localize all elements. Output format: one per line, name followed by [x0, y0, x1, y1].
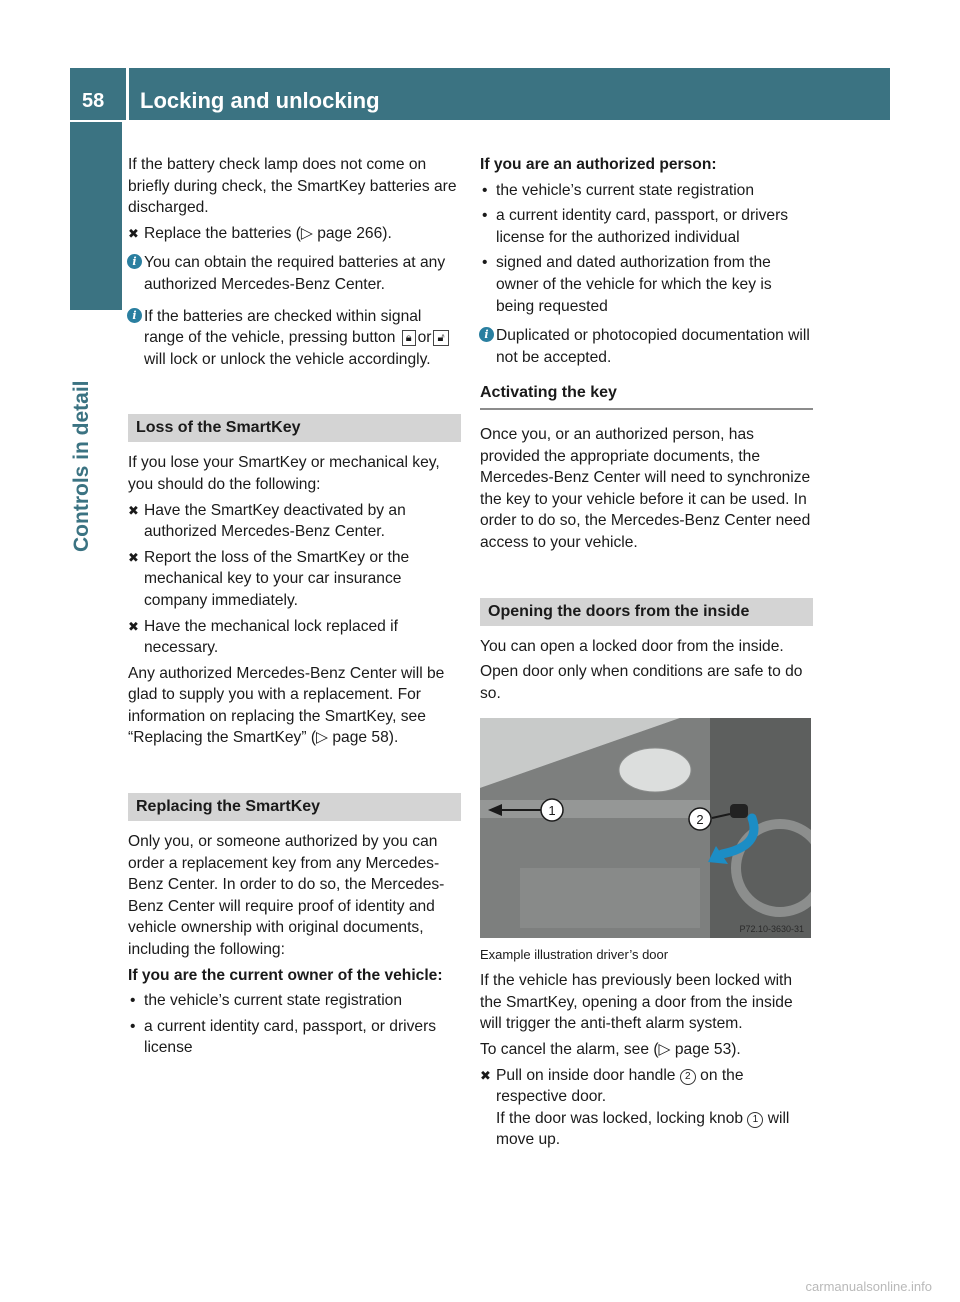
step-arrow-icon: ✖: [128, 549, 139, 565]
paragraph: If the vehicle has previously been locked with the SmartKey, opening a door from the inside will trigger the anti-theft alarm system.: [480, 972, 793, 1033]
unlock-button-icon: 🔓︎: [433, 330, 448, 346]
bold-heading: If you are an authorized person:: [480, 156, 717, 173]
door-illustration: [480, 718, 811, 938]
info-icon: i: [127, 308, 142, 323]
section-heading: Opening the doors from the inside: [480, 598, 813, 626]
step-arrow-icon: ✖: [128, 618, 139, 634]
right-column: [480, 154, 813, 1155]
bullet-text: a current identity card, passport, or drivers license: [144, 1017, 437, 1057]
paragraph: Once you, or an authorized person, has provided the appropriate documents, the Mercedes-Benz Center will need to synchronize the key to your vehicle before it can be used. In order to do so, the Mercedes-Benz Center need access to your vehicle.: [480, 425, 811, 551]
bullet-item: [480, 252, 813, 317]
info-text: You can obtain the required batteries at any authorized Mercedes-Benz Center.: [144, 254, 446, 293]
info-icon: i: [127, 254, 142, 269]
info-text: will lock or unlock the vehicle accordingly.: [144, 350, 431, 368]
info-or: or: [417, 329, 432, 347]
illustration-code: P72.10-3630-31: [739, 924, 804, 935]
callout-2-label: 2: [696, 812, 704, 828]
bullet-icon: •: [130, 1017, 136, 1035]
step: [480, 1065, 813, 1151]
side-tab-label: Controls in detail: [70, 380, 93, 552]
step-text: Replace the batteries (▷ page 266).: [144, 224, 392, 242]
step-result: will move up.: [496, 1109, 790, 1149]
callout-1-label: 1: [548, 803, 556, 819]
info-icon: i: [479, 327, 494, 342]
step-arrow-icon: ✖: [128, 502, 139, 518]
info-note: [128, 252, 461, 295]
step-text: on the respective door.: [496, 1066, 744, 1106]
lock-button-icon: 🔒︎: [402, 330, 416, 346]
page-number: 58: [82, 90, 105, 112]
paragraph: Any authorized Mercedes-Benz Center will be glad to supply you with a replacement. For information on replacing the SmartKey, see “Replacing the SmartKey” (▷ page 58).: [128, 664, 445, 747]
paragraph: To cancel the alarm, see (▷ page 53).: [480, 1041, 741, 1059]
paragraph: Only you, or someone authorized by you can order a replacement key from any Mercedes-Benz Center. In order to do so, the Mercedes-Benz Center will require proof of identity and vehicle ownership with original documents, including the following:: [128, 833, 445, 959]
header-divider: [126, 68, 129, 122]
bullet-item: [480, 205, 813, 248]
section-heading: Replacing the SmartKey: [128, 793, 461, 821]
section-heading: Loss of the SmartKey: [128, 414, 461, 442]
chapter-title: Locking and unlocking: [140, 88, 380, 113]
bullet-text: a current identity card, passport, or drivers license for the authorized individual: [496, 207, 789, 246]
bullet-text: the vehicle’s current state registration: [496, 181, 755, 199]
step: [128, 500, 461, 543]
bold-heading: If you are the current owner of the vehicle:: [128, 966, 443, 984]
bullet-icon: •: [130, 992, 136, 1010]
step: [128, 616, 461, 659]
bullet-item: [128, 1016, 461, 1059]
paragraph: If you lose your SmartKey or mechanical key, you should do the following:: [128, 454, 440, 493]
figure-caption: Example illustration driver’s door: [480, 947, 669, 963]
paragraph: You can open a locked door from the inside.: [480, 637, 784, 655]
info-text: Duplicated or photocopied documentation will not be accepted.: [496, 327, 810, 366]
door-illustration-svg: [480, 718, 811, 938]
step-text: Report the loss of the SmartKey or the mechanical key to your car insurance company immediately.: [144, 548, 410, 609]
watermark: carmanualsonline.info: [805, 1279, 932, 1294]
bullet-icon: •: [482, 181, 488, 199]
subsection-heading: Activating the key: [480, 382, 813, 410]
info-text: If the batteries are checked within signal range of the vehicle, pressing button: [144, 307, 422, 347]
info-note: [128, 306, 461, 371]
step-text: Have the SmartKey deactivated by an authorized Mercedes-Benz Center.: [144, 501, 406, 541]
side-tab-block: [70, 122, 122, 310]
paragraph: Open door only when conditions are safe to do so.: [480, 663, 803, 702]
step-text: Have the mechanical lock replaced if necessary.: [144, 617, 398, 657]
paragraph: If the battery check lamp does not come on briefly during check, the SmartKey batteries are discharged.: [128, 156, 457, 217]
info-note: [480, 325, 813, 368]
step-text: Pull on inside door handle: [496, 1066, 676, 1084]
step: [128, 223, 461, 245]
bullet-item: [128, 990, 461, 1012]
bullet-icon: •: [482, 254, 488, 272]
left-column: [128, 154, 461, 1063]
step-arrow-icon: ✖: [128, 225, 139, 241]
callout-1-ref: 1: [747, 1112, 763, 1128]
step: [128, 547, 461, 612]
callout-2-ref: 2: [680, 1069, 696, 1085]
bullet-item: [480, 180, 813, 202]
bullet-icon: •: [482, 207, 488, 225]
bullet-text: signed and dated authorization from the owner of the vehicle for which the key is being requested: [496, 254, 772, 315]
step-arrow-icon: ✖: [480, 1067, 491, 1083]
step-result: If the door was locked, locking knob: [496, 1109, 744, 1127]
side-tab: [70, 312, 116, 552]
bullet-text: the vehicle’s current state registration: [144, 992, 403, 1010]
